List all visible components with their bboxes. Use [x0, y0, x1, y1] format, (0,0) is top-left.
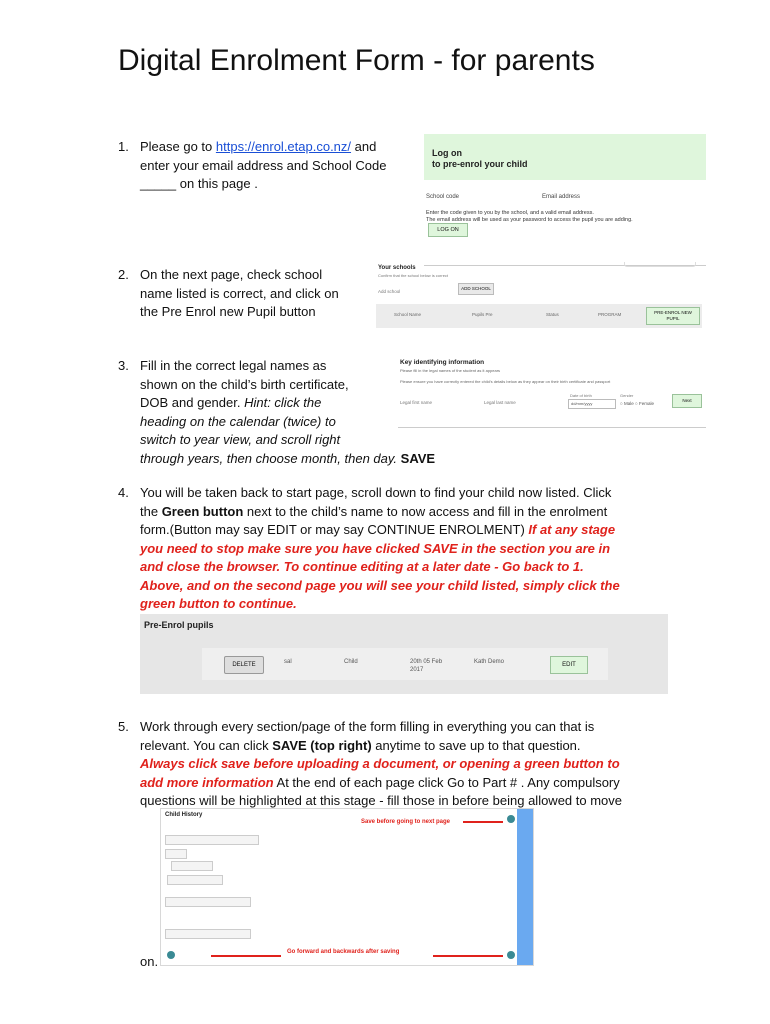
- form-field[interactable]: [165, 929, 251, 939]
- form-field[interactable]: [165, 897, 251, 907]
- dob-label: Date of birth: [570, 393, 592, 398]
- schools-subheading: Confirm that the school below is correct: [378, 273, 449, 278]
- key-info-line2: Please ensure you have correctly entered the child's details below as they appear on their birth certificate and passport: [400, 379, 611, 384]
- step-2-line3: the Pre Enrol new Pupil button: [140, 304, 316, 319]
- forward-arrow: [433, 955, 503, 957]
- pupil-first-cell: sal: [284, 659, 292, 665]
- logon-desc-line1: Enter the code given to you by the school, and a valid email address.: [426, 210, 594, 216]
- step-5-line1: Work through every section/page of the form filling in everything you can that is: [140, 719, 595, 734]
- step-5-line5: questions will be highlighted at this stage - fill those in before being allowed to move: [140, 793, 623, 808]
- step-4-line4: you need to stop make sure you have clicked SAVE in the section you are in: [140, 540, 611, 556]
- logon-heading-line2: to pre-enrol your child: [432, 159, 528, 169]
- next-button[interactable]: Next: [672, 394, 702, 408]
- logon-screenshot: [424, 134, 706, 266]
- step-2-line1: On the next page, check school: [140, 267, 323, 282]
- form-field[interactable]: [167, 875, 223, 885]
- step-2-text: [140, 266, 380, 322]
- step-5-line4a: add more information: [140, 774, 274, 790]
- page-title: Digital Enrolment Form - for parents: [118, 44, 595, 77]
- email-label: Email address: [542, 194, 581, 200]
- schools-screenshot: [376, 262, 706, 330]
- step-5-save-top-right: SAVE (top right): [272, 737, 372, 753]
- gender-label: Gender: [620, 393, 634, 398]
- logon-heading-line1: Log on: [432, 148, 462, 158]
- step-4-line1: You will be taken back to start page, scroll down to find your child now listed. Click: [140, 485, 612, 500]
- logon-desc-line2: The email address will be used as your password to access the pupil you are adding.: [426, 217, 633, 223]
- pupils-cell: Pupils Pre: [472, 312, 493, 317]
- forward-icon[interactable]: [507, 951, 515, 959]
- child-history-screenshot: [160, 808, 534, 966]
- enrol-link[interactable]: https://enrol.etap.co.nz/: [215, 139, 352, 154]
- step-3-line1: Fill in the correct legal names as: [140, 358, 327, 373]
- step-4-line6: Above, and on the second page you will see your child listed, simply click the: [140, 577, 620, 593]
- pupil-contact-cell: Kath Demo: [474, 659, 505, 665]
- pupil-child-cell: Child: [344, 659, 358, 665]
- save-annotation: Save before going to next page: [361, 819, 451, 825]
- step-4-line7: green button to continue.: [140, 596, 297, 611]
- step-1-line3: _____ on this page .: [140, 176, 258, 191]
- step-5-text: [140, 718, 710, 811]
- step-4-line3a: form.(Button may say EDIT or may say CONTINUE ENROLMENT): [140, 522, 529, 537]
- step-5-number: 5.: [118, 719, 129, 734]
- step-4-warning-start: If at any stage: [528, 522, 616, 537]
- logon-description: [426, 210, 706, 224]
- step-3-save: SAVE: [397, 450, 436, 466]
- key-info-line1: Please fill in the legal names of the student as it appears: [400, 368, 501, 373]
- form-field[interactable]: [171, 861, 213, 871]
- pupil-date-line1: 20th 05 Feb: [410, 659, 443, 665]
- save-icon[interactable]: [507, 815, 515, 823]
- step-2-number: 2.: [118, 267, 129, 282]
- step-3-hint: Hint: click the: [244, 395, 322, 410]
- schools-heading: Your schools: [378, 265, 416, 271]
- pre-enrol-heading: Pre-Enrol pupils: [144, 620, 214, 630]
- back-icon[interactable]: [167, 951, 175, 959]
- dob-field[interactable]: dd/mm/yyyy: [568, 399, 616, 409]
- key-info-heading: Key identifying information: [400, 359, 485, 366]
- step-3-line4: heading on the calendar (twice) to: [140, 413, 336, 429]
- scroll-bar: [517, 809, 533, 965]
- navigation-annotation: Go forward and backwards after saving: [287, 949, 400, 955]
- save-arrow: [463, 821, 503, 823]
- step-3-line6: through years, then choose month, then day.: [140, 450, 398, 466]
- step-4-green-button: Green button: [161, 503, 244, 519]
- edit-button[interactable]: EDIT: [550, 656, 588, 674]
- step-5-line2c: anytime to save up to that question.: [371, 737, 581, 753]
- schools-tab: [624, 262, 696, 267]
- step-5-line4b: At the end of each page click Go to Part # . Any compulsory: [273, 774, 620, 790]
- step-1-pre: Please go to: [140, 139, 216, 154]
- pre-enrol-pupils-screenshot: [140, 614, 668, 694]
- pre-enrol-new-pupil-button[interactable]: PRE-ENROL NEW PUPIL: [646, 307, 700, 325]
- step-4-text: [140, 484, 700, 614]
- key-info-divider: [398, 427, 706, 428]
- step-1-number: 1.: [118, 139, 129, 154]
- step-3-line2: shown on the child’s birth certificate,: [140, 376, 349, 392]
- step-4-line2a: the: [140, 503, 162, 519]
- step-1-post: and: [351, 139, 377, 154]
- child-history-heading: Child History: [165, 812, 203, 818]
- add-school-label: Add school: [378, 289, 401, 294]
- key-info-screenshot: [398, 356, 706, 428]
- form-field[interactable]: [165, 835, 259, 845]
- step-3-line3a: DOB and gender.: [140, 395, 245, 410]
- step-5-line2a: relevant. You can click: [140, 737, 273, 753]
- step-4-number: 4.: [118, 485, 129, 500]
- back-arrow: [211, 955, 281, 957]
- step-5-line3: Always click save before uploading a document, or opening a green button to: [140, 756, 620, 771]
- form-field[interactable]: [165, 849, 187, 859]
- program-cell: PROGRAM: [598, 312, 622, 317]
- step-1-text: [140, 138, 420, 194]
- school-name-cell: School Name: [394, 312, 422, 317]
- logon-button[interactable]: LOG ON: [428, 223, 468, 237]
- step-2-line2: name listed is correct, and click on: [140, 285, 339, 301]
- step-3-line5: switch to year view, and scroll right: [140, 432, 341, 447]
- step-4-line2c: next to the child’s name to now access and fill in the enrolment: [243, 503, 608, 519]
- logon-heading: [432, 148, 528, 170]
- pupil-date-cell: [410, 658, 442, 674]
- pupil-date-line2: 2017: [410, 667, 424, 673]
- step-5-on: on.: [140, 954, 159, 969]
- step-4-line5: and close the browser. To continue editing at a later date - Go back to 1.: [140, 559, 584, 574]
- delete-button[interactable]: DELETE: [224, 656, 264, 674]
- school-code-label: School code: [426, 194, 460, 200]
- step-3-number: 3.: [118, 358, 129, 373]
- first-name-label: Legal first name: [400, 400, 433, 405]
- step-1-line2: enter your email address and School Code: [140, 157, 387, 173]
- gender-radio[interactable]: ○ Male ○ Female: [620, 401, 654, 406]
- status-cell: Status: [546, 312, 559, 317]
- add-school-button[interactable]: ADD SCHOOL: [458, 283, 494, 295]
- last-name-label: Legal last name: [484, 400, 516, 405]
